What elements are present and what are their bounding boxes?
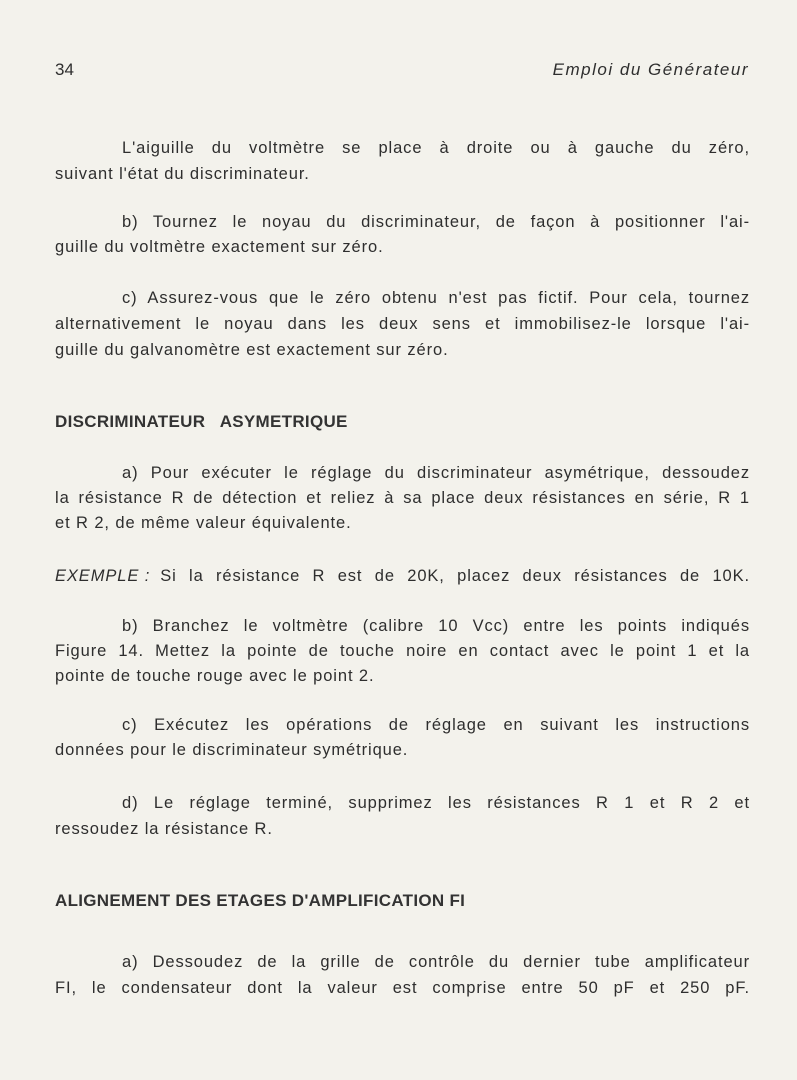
running-title: Emploi du Générateur <box>552 60 749 79</box>
text-line: guille du voltmètre exactement sur zéro. <box>55 238 384 256</box>
text-line: alternativement le noyau dans les deux sens et immobilisez-le lorsque l'ai- <box>55 315 750 333</box>
example-label: EXEMPLE : <box>55 567 151 585</box>
text-line: L'aiguille du voltmètre se place à droite ou à gauche du zéro, <box>122 139 750 157</box>
text-line: la résistance R de détection et reliez à sa place deux résistances en série, R 1 <box>55 489 750 507</box>
text-line: suivant l'état du discriminateur. <box>55 165 310 183</box>
text-line: guille du galvanomètre est exactement sur zéro. <box>55 341 449 359</box>
text-line: données pour le discriminateur symétrique. <box>55 741 409 759</box>
text-line: a) Pour exécuter le réglage du discriminateur asymétrique, dessoudez <box>122 464 750 482</box>
text-line: FI, le condensateur dont la valeur est comprise entre 50 pF et 250 pF. <box>55 979 750 997</box>
text-line: d) Le réglage terminé, supprimez les résistances R 1 et R 2 et <box>122 794 750 812</box>
section-heading: ALIGNEMENT DES ETAGES D'AMPLIFICATION FI <box>55 891 466 910</box>
text-line: c) Exécutez les opérations de réglage en suivant les instructions <box>122 716 750 734</box>
page-number: 34 <box>55 60 74 79</box>
text-line: et R 2, de même valeur équivalente. <box>55 514 352 532</box>
text-line: pointe de touche rouge avec le point 2. <box>55 667 375 685</box>
text-line: c) Assurez-vous que le zéro obtenu n'est pas fictif. Pour cela, tournez <box>122 289 750 307</box>
text-line: a) Dessoudez de la grille de contrôle du dernier tube amplificateur <box>122 953 750 971</box>
text-line: b) Branchez le voltmètre (calibre 10 Vcc) entre les points indiqués <box>122 617 750 635</box>
example-line <box>55 566 750 586</box>
section-heading: DISCRIMINATEUR ASYMETRIQUE <box>55 412 348 431</box>
text-line: Figure 14. Mettez la pointe de touche noire en contact avec le point 1 et la <box>55 642 750 660</box>
text-line: ressoudez la résistance R. <box>55 820 273 838</box>
example-text: Si la résistance R est de 20K, placez deux résistances de 10K. <box>160 567 750 585</box>
text-line: b) Tournez le noyau du discriminateur, de façon à positionner l'ai- <box>122 213 750 231</box>
